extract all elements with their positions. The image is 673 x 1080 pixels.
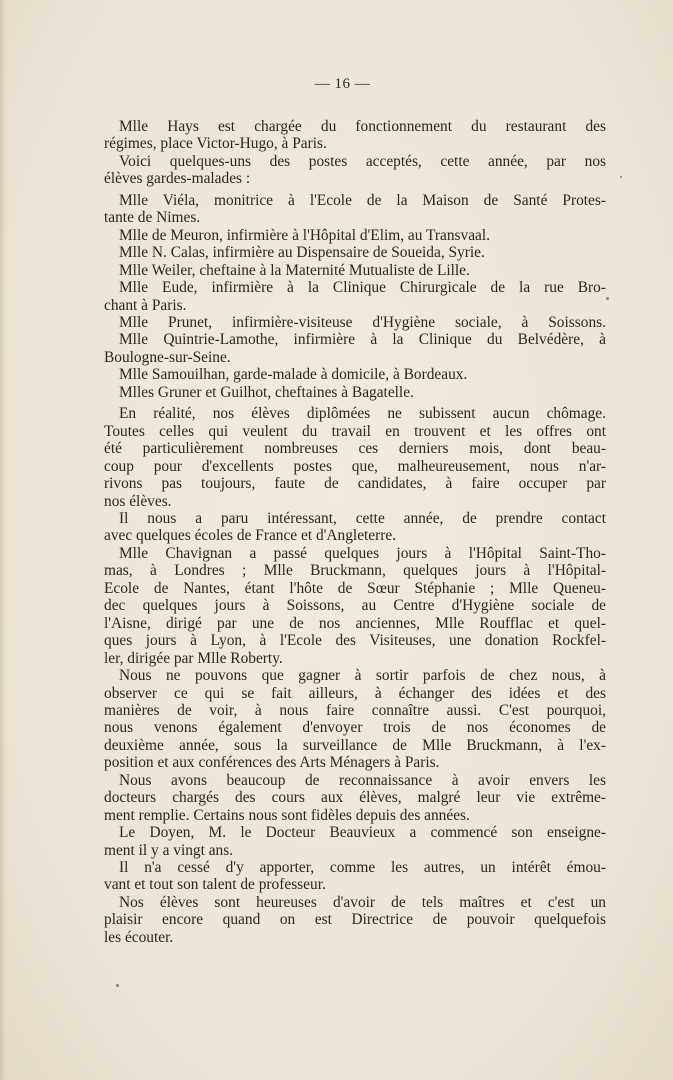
text-line: ment remplie. Certains nous sont fidèles depuis des années. (104, 806, 470, 824)
paper-speck (620, 176, 622, 178)
text-line: vant et tout son talent de professeur. (104, 876, 326, 894)
text-line: Mlle de Meuron, infirmière à l'Hôpital d'Elim, au Transvaal. (119, 226, 490, 244)
text-line: Nous ne pouvons que gagner à sortir parfois de chez nous, à (119, 667, 606, 685)
text-line: mas, à Londres ; Mlle Bruckmann, quelques jours à l'Hôpital- (104, 562, 606, 580)
text-line: nous venons également d'envoyer trois de nos économes de (104, 719, 606, 737)
text-line: plaisir encore quand on est Directrice de pouvoir quelquefois (104, 911, 606, 929)
text-line: tante de Nimes. (104, 209, 201, 227)
text-line: nos élèves. (104, 492, 172, 510)
text-line: régimes, place Victor-Hugo, à Paris. (104, 135, 327, 153)
text-line: position et aux conférences des Arts Ménagers à Paris. (104, 754, 440, 772)
text-line: Mlle Quintrie-Lamothe, infirmière à la Clinique du Belvédère, à (119, 331, 606, 349)
text-line: ment il y a vingt ans. (104, 841, 234, 859)
text-line: En réalité, nos élèves diplômées ne subissent aucun chômage. (119, 405, 606, 423)
text-line: les écouter. (104, 928, 174, 946)
text-line: Il nous a paru intéressant, cette année, de prendre contact (119, 509, 606, 527)
text-line: Mlle Chavignan a passé quelques jours à l'Hôpital Saint-Tho- (119, 544, 606, 562)
text-line: rivons pas toujours, faute de candidates, à faire occuper par (104, 475, 606, 493)
text-line: Il n'a cessé d'y apporter, comme les autres, un intérêt émou- (119, 859, 606, 877)
text-line: Mlle Viéla, monitrice à l'Ecole de la Maison de Santé Protes- (119, 191, 606, 209)
text-line: Mlle Hays est chargée du fonctionnement du restaurant des (119, 118, 606, 135)
text-line: l'Aisne, dirigé par une de nos anciennes, Mlle Roufflac et quel- (104, 614, 606, 632)
page-number: — 16 — (314, 76, 371, 92)
text-line: Boulogne-sur-Seine. (104, 348, 231, 366)
text-line: docteurs chargés des cours aux élèves, malgré leur vie extrême- (104, 789, 606, 807)
text-line: observer ce qui se fait ailleurs, à échanger des idées et des (104, 684, 606, 702)
text-line: Mlle N. Calas, infirmière au Dispensaire de Soueida, Syrie. (119, 244, 485, 262)
text-line: Mlle Prunet, infirmière-visiteuse d'Hygiène sociale, à Soissons. (119, 313, 606, 331)
text-line: deuxième année, sous la surveillance de Mlle Bruckmann, à l'ex- (104, 736, 606, 754)
body-text (104, 118, 606, 946)
text-line: dec quelques jours à Soissons, au Centre d'Hygiène sociale de (104, 597, 606, 615)
text-line: Mlle Eude, infirmière à la Clinique Chirurgicale de la rue Bro- (119, 279, 606, 297)
text-line: été particulièrement nombreuses ces derniers mois, dont beau- (104, 440, 606, 458)
paper-speck (116, 984, 119, 987)
text-line: Toutes celles qui veulent du travail en trouvent et les offres ont (104, 422, 606, 440)
text-line: coup pour d'excellents postes que, malheureusement, nous n'ar- (104, 457, 606, 475)
text-line: Nos élèves sont heureuses d'avoir de tels maîtres et c'est un (119, 893, 606, 911)
text-line: Nous avons beaucoup de reconnaissance à avoir envers les (119, 771, 606, 789)
text-line: ques jours à Lyon, à l'Ecole des Visiteuses, une donation Rockfel- (104, 632, 606, 650)
text-line: chant à Paris. (104, 296, 187, 314)
text-line: Voici quelques-uns des postes acceptés, cette année, par nos (119, 152, 606, 170)
text-line: avec quelques écoles de France et d'Angleterre. (104, 527, 397, 545)
text-line: Le Doyen, M. le Docteur Beauvieux a commencé son enseigne- (119, 824, 606, 842)
text-line: Mlles Gruner et Guilhot, cheftaines à Bagatelle. (119, 383, 414, 401)
text-line: manières de voir, à nous faire connaître aussi. C'est pourquoi, (104, 701, 606, 719)
paper-speck (606, 297, 609, 300)
text-line: Mlle Weiler, cheftaine à la Maternité Mutualiste de Lille. (119, 261, 470, 279)
page-binding-shadow (0, 0, 6, 1080)
text-line: ler, dirigée par Mlle Roberty. (104, 649, 283, 667)
text-line: Ecole de Nantes, étant l'hôte de Sœur Stéphanie ; Mlle Queneu- (104, 579, 606, 597)
text-line: élèves gardes-malades : (104, 170, 251, 188)
text-line: Mlle Samouilhan, garde-malade à domicile, à Bordeaux. (119, 366, 468, 384)
